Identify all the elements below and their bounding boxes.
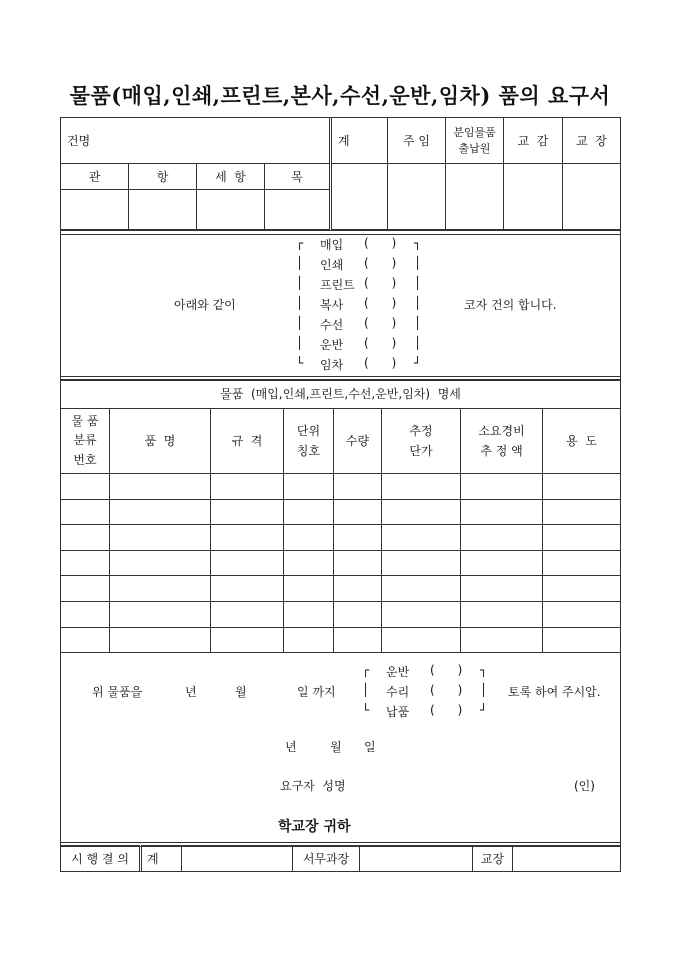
budget-header: 목 xyxy=(265,164,331,190)
option-label: 프린트 xyxy=(320,278,355,292)
request-left-text: 아래와 같이 xyxy=(174,298,236,312)
approval-sign-cell[interactable] xyxy=(446,164,504,230)
table-cell[interactable] xyxy=(334,550,382,576)
footer-cell-label: 계 xyxy=(141,846,182,872)
table-row xyxy=(61,627,621,653)
table-cell[interactable] xyxy=(284,499,334,525)
table-cell[interactable] xyxy=(284,627,334,653)
table-cell[interactable] xyxy=(334,576,382,602)
table-cell[interactable] xyxy=(461,499,543,525)
table-cell[interactable] xyxy=(543,601,621,627)
subject-label: 건명 xyxy=(67,133,91,148)
table-cell[interactable] xyxy=(543,550,621,576)
bracket-left: │ xyxy=(362,683,370,697)
bracket-right: │ xyxy=(414,276,422,290)
table-cell[interactable] xyxy=(543,576,621,602)
request-right-text: 코자 건의 합니다. xyxy=(464,298,557,312)
date-year: 년 xyxy=(285,740,297,754)
budget-header: 항 xyxy=(129,164,197,190)
table-cell[interactable] xyxy=(334,601,382,627)
col-header: 단위 칭호 xyxy=(284,409,334,474)
bracket-left: │ xyxy=(296,276,304,290)
option-label: 운반 xyxy=(320,338,344,352)
option-checkbox: ( ) xyxy=(364,296,397,310)
bracket-left: ┌ xyxy=(296,236,304,250)
table-cell[interactable] xyxy=(211,627,284,653)
requester-label: 요구자 성명 xyxy=(280,779,346,793)
col-header: 추정 단가 xyxy=(382,409,461,474)
table-cell[interactable] xyxy=(110,576,211,602)
bracket-right: │ xyxy=(414,296,422,310)
bracket-left: ┌ xyxy=(362,663,370,677)
col-header: 소요경비 추 정 액 xyxy=(461,409,543,474)
approval-sign-cell[interactable] xyxy=(563,164,621,230)
delivery-suffix: 토록 하여 주시압. xyxy=(508,685,601,699)
col-header: 물 품 분류 번호 xyxy=(61,409,110,474)
budget-cell[interactable] xyxy=(129,190,197,230)
table-cell[interactable] xyxy=(110,474,211,500)
table-cell[interactable] xyxy=(334,499,382,525)
table-cell[interactable] xyxy=(284,576,334,602)
table-cell[interactable] xyxy=(543,474,621,500)
bracket-left: └ xyxy=(362,703,370,717)
table-cell[interactable] xyxy=(382,576,461,602)
table-cell[interactable] xyxy=(110,550,211,576)
budget-header: 관 xyxy=(61,164,129,190)
divider xyxy=(60,230,620,235)
col-header: 수량 xyxy=(334,409,382,474)
table-row xyxy=(61,576,621,602)
budget-cell[interactable] xyxy=(197,190,265,230)
table-cell[interactable] xyxy=(61,525,110,551)
header-table xyxy=(60,117,621,230)
approval-sign-cell[interactable] xyxy=(504,164,563,230)
table-cell[interactable] xyxy=(110,525,211,551)
option-checkbox: ( ) xyxy=(364,276,397,290)
table-cell[interactable] xyxy=(110,499,211,525)
bracket-right: │ xyxy=(480,683,488,697)
delivery-month: 월 xyxy=(235,685,247,699)
table-cell[interactable] xyxy=(211,525,284,551)
bracket-right: ┘ xyxy=(414,356,422,370)
table-cell[interactable] xyxy=(61,627,110,653)
delivery-year: 년 xyxy=(185,685,197,699)
approval-label: 주 임 xyxy=(388,118,446,164)
footer-sign-cell[interactable] xyxy=(182,846,293,872)
table-cell[interactable] xyxy=(211,550,284,576)
details-table xyxy=(60,379,621,653)
table-cell[interactable] xyxy=(382,499,461,525)
table-row xyxy=(61,474,621,500)
table-cell[interactable] xyxy=(61,499,110,525)
table-cell[interactable] xyxy=(334,474,382,500)
table-cell[interactable] xyxy=(284,525,334,551)
table-cell[interactable] xyxy=(61,601,110,627)
approval-sign-cell[interactable] xyxy=(388,164,446,230)
table-cell[interactable] xyxy=(461,601,543,627)
table-cell[interactable] xyxy=(284,474,334,500)
option-checkbox: ( ) xyxy=(364,356,397,370)
col-header: 용 도 xyxy=(543,409,621,474)
table-cell[interactable] xyxy=(284,601,334,627)
table-cell[interactable] xyxy=(284,550,334,576)
col-header: 규 격 xyxy=(211,409,284,474)
approval-label: 교 감 xyxy=(504,118,563,164)
footer-label: 시 행 결 의 xyxy=(61,846,141,872)
footer-cell-label: 교장 xyxy=(473,846,513,872)
form-title: 물품(매입,인쇄,프린트,본사,수선,운반,임차) 품의 요구서 xyxy=(69,83,611,108)
col-header: 품 명 xyxy=(110,409,211,474)
bracket-right: ┘ xyxy=(480,703,488,717)
bracket-right: │ xyxy=(414,336,422,350)
table-cell[interactable] xyxy=(61,474,110,500)
table-cell[interactable] xyxy=(211,576,284,602)
option-label: 복사 xyxy=(320,298,344,312)
bracket-left: │ xyxy=(296,296,304,310)
budget-header: 세 항 xyxy=(197,164,265,190)
option-label: 인쇄 xyxy=(320,258,344,272)
option-checkbox: ( ) xyxy=(364,336,397,350)
budget-cell[interactable] xyxy=(61,190,129,230)
table-row xyxy=(61,550,621,576)
table-cell[interactable] xyxy=(110,627,211,653)
table-cell[interactable] xyxy=(461,627,543,653)
option-checkbox: ( ) xyxy=(364,316,397,330)
approval-label: 분임물품 출납원 xyxy=(446,118,504,164)
table-cell[interactable] xyxy=(211,601,284,627)
delivery-option-label: 수리 xyxy=(386,685,410,699)
table-cell[interactable] xyxy=(382,601,461,627)
delivery-day-until: 일 까지 xyxy=(297,685,336,699)
table-cell[interactable] xyxy=(461,576,543,602)
date-month: 월 xyxy=(330,740,342,754)
bracket-left: │ xyxy=(296,316,304,330)
bracket-left: │ xyxy=(296,336,304,350)
table-cell[interactable] xyxy=(110,601,211,627)
option-label: 수선 xyxy=(320,318,344,332)
bracket-right: ┐ xyxy=(414,236,422,250)
table-cell[interactable] xyxy=(61,550,110,576)
table-row xyxy=(61,525,621,551)
footer-sign-cell[interactable] xyxy=(513,846,621,872)
addressee: 학교장 귀하 xyxy=(278,819,351,835)
table-row xyxy=(61,499,621,525)
footer-sign-cell[interactable] xyxy=(360,846,473,872)
table-cell[interactable] xyxy=(211,474,284,500)
table-cell[interactable] xyxy=(334,627,382,653)
bracket-right: │ xyxy=(414,316,422,330)
option-label: 임차 xyxy=(320,358,344,372)
option-label: 매입 xyxy=(320,238,344,252)
date-day: 일 xyxy=(364,740,376,754)
bracket-right: ┐ xyxy=(480,663,488,677)
approval-label: 교 장 xyxy=(563,118,621,164)
table-cell[interactable] xyxy=(382,474,461,500)
footer-table xyxy=(60,845,621,872)
table-row xyxy=(61,601,621,627)
bracket-left: │ xyxy=(296,256,304,270)
delivery-option-label: 운반 xyxy=(386,665,410,679)
seal-mark: (인) xyxy=(574,779,595,793)
table-cell[interactable] xyxy=(334,525,382,551)
subject-field[interactable] xyxy=(61,118,331,164)
option-checkbox: ( ) xyxy=(364,256,397,270)
footer-cell-label: 서무과장 xyxy=(293,846,360,872)
option-checkbox: ( ) xyxy=(430,703,463,717)
budget-cell[interactable] xyxy=(265,190,331,230)
approval-label: 계 xyxy=(331,118,388,164)
table-cell[interactable] xyxy=(382,550,461,576)
table-cell[interactable] xyxy=(461,474,543,500)
option-checkbox: ( ) xyxy=(430,663,463,677)
table-cell[interactable] xyxy=(543,499,621,525)
delivery-prefix: 위 물품을 xyxy=(92,685,143,699)
table-cell[interactable] xyxy=(61,576,110,602)
details-title: 물품 (매입,인쇄,프린트,수선,운반,임차) 명세 xyxy=(61,380,621,409)
delivery-option-label: 납품 xyxy=(386,705,410,719)
approval-sign-cell[interactable] xyxy=(331,164,388,230)
table-cell[interactable] xyxy=(543,525,621,551)
option-checkbox: ( ) xyxy=(430,683,463,697)
table-cell[interactable] xyxy=(543,627,621,653)
table-cell[interactable] xyxy=(461,550,543,576)
table-cell[interactable] xyxy=(461,525,543,551)
table-cell[interactable] xyxy=(382,525,461,551)
table-cell[interactable] xyxy=(382,627,461,653)
option-checkbox: ( ) xyxy=(364,236,397,250)
bracket-left: └ xyxy=(296,356,304,370)
table-cell[interactable] xyxy=(211,499,284,525)
bracket-right: │ xyxy=(414,256,422,270)
